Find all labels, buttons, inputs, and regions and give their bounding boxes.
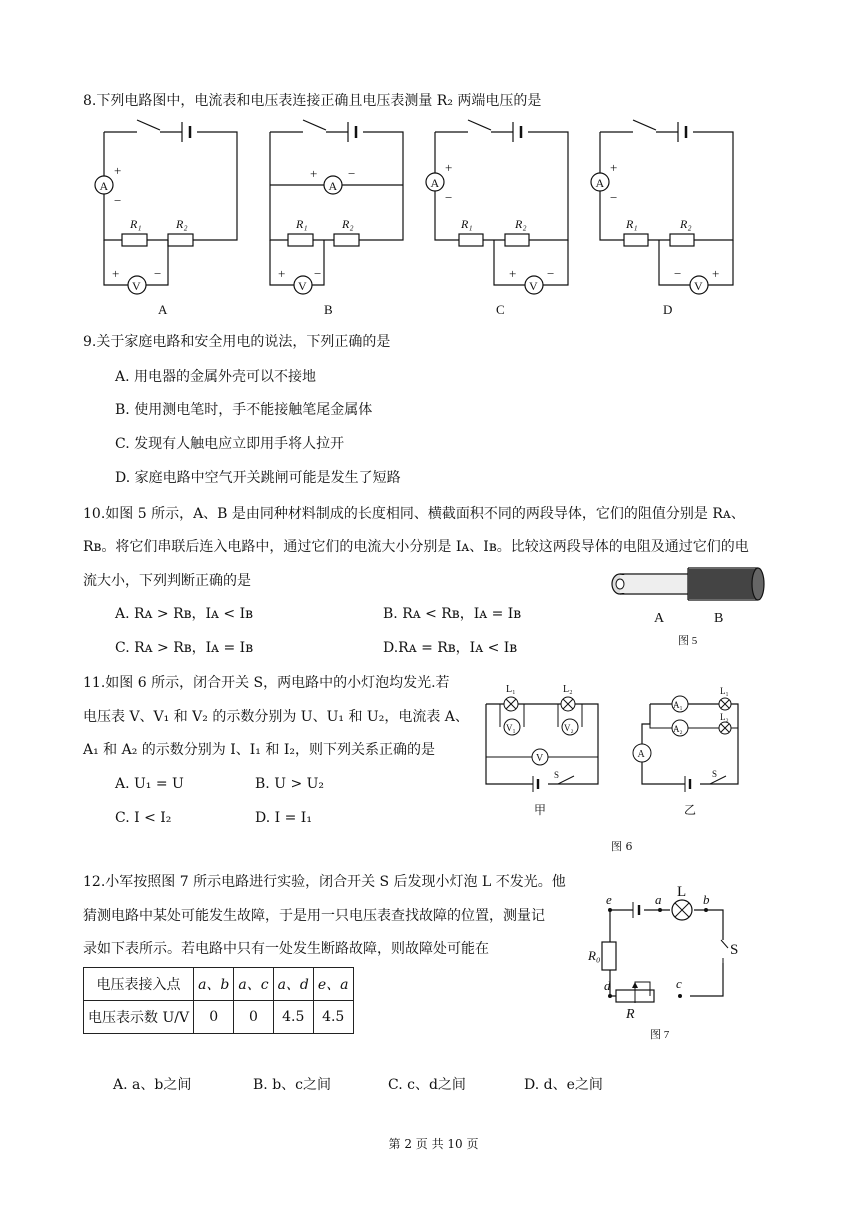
svg-text:+: + (112, 266, 120, 281)
svg-text:R₀: R₀ (588, 948, 601, 963)
q11-option-d[interactable]: D. I = I₁ (255, 810, 312, 826)
table-cell: e、a (313, 968, 353, 1001)
svg-text:R₂: R₂ (176, 217, 188, 231)
option-label: B (324, 302, 333, 317)
label-b: B (714, 611, 724, 626)
option-label: A (158, 302, 168, 317)
q12-data-table (83, 967, 354, 1034)
q11-option-c[interactable]: C. I < I₂ (115, 810, 172, 826)
figure-5-conductor (608, 562, 768, 652)
svg-text:c: c (676, 976, 682, 991)
svg-text:R₂: R₂ (342, 217, 354, 231)
svg-text:R₂: R₂ (515, 217, 527, 231)
voltmeter-icon: V (694, 279, 703, 293)
svg-text:+: + (278, 266, 286, 281)
svg-text:−: − (445, 190, 453, 205)
svg-text:R₁: R₁ (296, 217, 308, 231)
svg-text:−: − (547, 266, 555, 281)
q10-option-a[interactable]: A. Rᴀ > Rʙ，Iᴀ < Iʙ (115, 606, 253, 622)
q10-stem-line2: Rʙ。将它们串联后连入电路中，通过它们的电流大小分别是 Iᴀ、Iʙ。比较这两段导体的电阻及通过它们的电 (83, 539, 749, 555)
svg-text:图 7: 图 7 (650, 1029, 670, 1041)
svg-text:−: − (348, 166, 356, 181)
q11-stem-line2: 电压表 V、V₁ 和 V₂ 的示数分别为 U、U₁ 和 U₂，电流表 A、 (83, 709, 469, 725)
svg-text:A₂: A₂ (673, 724, 683, 734)
svg-text:V₂: V₂ (564, 723, 574, 733)
svg-text:−: − (154, 266, 162, 281)
q11-option-b[interactable]: B. U > U₂ (255, 776, 325, 792)
q12-stem-line2: 猜测电路中某处可能发生故障，于是用一只电压表查找故障的位置，测量记 (83, 908, 545, 924)
table-row (84, 968, 354, 1001)
svg-text:L₂: L₂ (720, 712, 729, 722)
table-cell: 0 (234, 1001, 273, 1034)
q12-option-c[interactable]: C. c、d之间 (388, 1077, 466, 1093)
svg-text:S: S (554, 770, 560, 780)
svg-text:A: A (637, 749, 645, 760)
svg-text:R: R (626, 1007, 635, 1022)
svg-text:A₁: A₁ (673, 700, 683, 710)
q9-option-a[interactable]: A. 用电器的金属外壳可以不接地 (115, 369, 317, 385)
table-cell: a、d (273, 968, 313, 1001)
q8-circuit-c[interactable] (423, 120, 583, 317)
q12-stem-line3: 录如下表所示。若电路中只有一处发生断路故障，则故障处可能在 (83, 941, 489, 957)
figure-caption: 图 5 (678, 635, 698, 647)
option-label: C (496, 302, 505, 317)
figure-6-caption: 图 6 (611, 840, 633, 853)
q10-option-c[interactable]: C. Rᴀ > Rʙ，Iᴀ = Iʙ (115, 640, 254, 656)
table-row (84, 1001, 354, 1034)
ammeter-icon: A (595, 176, 605, 190)
q11-stem-line3: A₁ 和 A₂ 的示数分别为 I、I₁ 和 I₂，则下列关系正确的是 (83, 742, 435, 758)
table-cell: 电压表接入点 (84, 968, 194, 1001)
q10-stem-line3: 流大小，下列判断正确的是 (83, 573, 251, 589)
svg-text:−: − (114, 193, 122, 208)
ammeter-icon: A (430, 176, 440, 190)
q9-option-c[interactable]: C. 发现有人触电应立即用手将人拉开 (115, 436, 345, 452)
svg-text:d: d (604, 978, 611, 993)
svg-text:L₂: L₂ (563, 684, 573, 695)
svg-text:b: b (703, 892, 710, 907)
q9-stem: 9.关于家庭电路和安全用电的说法，下列正确的是 (83, 334, 391, 350)
figure-6-yi (630, 682, 760, 822)
svg-text:a: a (655, 892, 662, 907)
table-cell: a、c (234, 968, 273, 1001)
svg-text:+: + (310, 166, 318, 181)
table-cell: a、b (194, 968, 234, 1001)
svg-text:−: − (314, 266, 322, 281)
ammeter-icon: A (99, 179, 109, 193)
svg-text:S: S (730, 942, 739, 958)
label-yi: 乙 (684, 803, 697, 817)
ammeter-icon: A (328, 179, 338, 193)
svg-text:S: S (712, 769, 718, 779)
page-footer: 第 2 页 共 10 页 (388, 1137, 479, 1151)
svg-text:+: + (610, 160, 618, 175)
q8-circuit-b[interactable] (258, 120, 418, 317)
svg-text:L: L (677, 884, 687, 900)
figure-7-circuit (588, 878, 748, 1048)
q8-stem: 8.下列电路图中，电流表和电压表连接正确且电压表测量 R₂ 两端电压的是 (83, 93, 542, 109)
table-cell: 4.5 (273, 1001, 313, 1034)
table-cell: 电压表示数 U/V (84, 1001, 194, 1034)
q12-option-a[interactable]: A. a、b之间 (113, 1077, 192, 1093)
svg-text:L₁: L₁ (506, 684, 516, 695)
svg-text:V: V (536, 753, 544, 764)
svg-text:+: + (114, 163, 122, 178)
svg-text:e: e (606, 892, 612, 907)
q11-option-a[interactable]: A. U₁ = U (115, 776, 184, 792)
svg-text:−: − (674, 266, 682, 281)
figure-6-jia (478, 682, 608, 822)
svg-text:V₁: V₁ (506, 723, 516, 733)
q12-option-d[interactable]: D. d、e之间 (524, 1077, 603, 1093)
option-label: D (663, 302, 673, 317)
q9-option-d[interactable]: D. 家庭电路中空气开关跳闸可能是发生了短路 (115, 470, 401, 486)
label-jia: 甲 (534, 803, 547, 817)
q12-stem-line1: 12.小军按照图 7 所示电路进行实验，闭合开关 S 后发现小灯泡 L 不发光。他 (83, 874, 566, 890)
svg-text:R₁: R₁ (461, 217, 473, 231)
table-cell: 4.5 (313, 1001, 353, 1034)
svg-text:+: + (509, 266, 517, 281)
q11-stem-line1: 11.如图 6 所示，闭合开关 S，两电路中的小灯泡均发光.若 (83, 675, 450, 691)
q12-option-b[interactable]: B. b、c之间 (253, 1077, 331, 1093)
q8-circuit-a[interactable] (92, 120, 252, 317)
svg-text:R₂: R₂ (680, 217, 692, 231)
q10-option-d[interactable]: D.Rᴀ = Rʙ，Iᴀ < Iʙ (383, 640, 518, 656)
q8-circuit-d[interactable] (588, 120, 748, 317)
svg-text:−: − (610, 190, 618, 205)
svg-text:+: + (712, 266, 720, 281)
q10-stem-line1: 10.如图 5 所示，A、B 是由同种材料制成的长度相同、横截面积不同的两段导体，它们的阻值分别是 Rᴀ、 (83, 506, 745, 522)
svg-text:R₁: R₁ (130, 217, 142, 231)
q9-option-b[interactable]: B. 使用测电笔时，手不能接触笔尾金属体 (115, 402, 373, 418)
svg-text:L₁: L₁ (720, 686, 729, 696)
q10-option-b[interactable]: B. Rᴀ < Rʙ，Iᴀ = Iʙ (383, 606, 522, 622)
table-cell: 0 (194, 1001, 234, 1034)
svg-text:R₁: R₁ (626, 217, 638, 231)
label-a: A (654, 611, 665, 626)
voltmeter-icon: V (132, 279, 141, 293)
voltmeter-icon: V (298, 279, 307, 293)
svg-text:+: + (445, 160, 453, 175)
voltmeter-icon: V (529, 279, 538, 293)
